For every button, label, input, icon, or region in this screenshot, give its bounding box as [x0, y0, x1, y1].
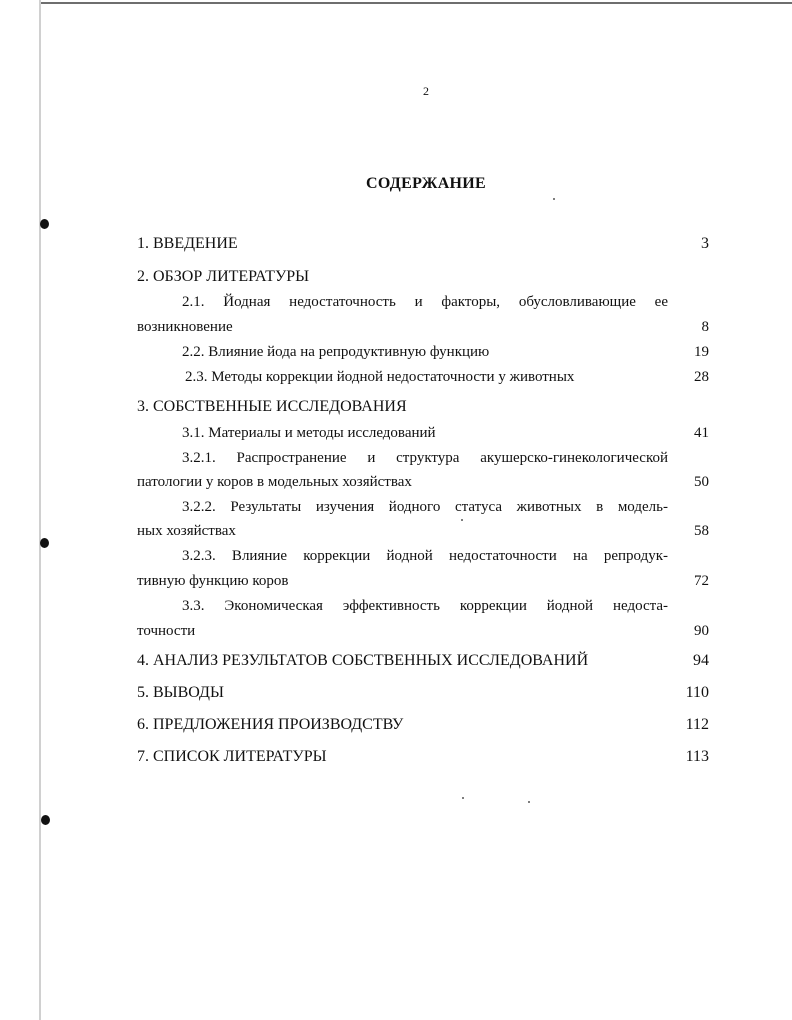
- toc-entry-text: 7. СПИСОК ЛИТЕРАТУРЫ: [137, 748, 327, 765]
- toc-page-number: 112: [685, 716, 709, 733]
- toc-page-number: 113: [685, 748, 709, 765]
- toc-entry-text: 2. ОБЗОР ЛИТЕРАТУРЫ: [137, 268, 310, 285]
- punch-hole-mark: [40, 219, 49, 229]
- toc-page-number: 72: [694, 573, 709, 589]
- page-title: СОДЕРЖАНИЕ: [365, 175, 487, 192]
- toc-entry-text: 5. ВЫВОДЫ: [137, 684, 224, 701]
- toc-page-number: 19: [694, 344, 709, 360]
- toc-page-number: 58: [694, 523, 709, 539]
- toc-entry-text: патологии у коров в модельных хозяйствах: [137, 474, 412, 490]
- toc-entry-text: ных хозяйствах: [137, 523, 236, 539]
- toc-entry-text: тивную функцию коров: [137, 573, 289, 589]
- punch-hole-mark: [41, 815, 50, 825]
- toc-entry-text: 3.1. Материалы и методы исследований: [182, 425, 436, 441]
- scan-speck: [528, 801, 530, 803]
- toc-entry-text: 3.2.1. Распространение и структура акушерско-гинекологической: [182, 450, 668, 466]
- toc-entry-text: 2.2. Влияние йода на репродуктивную функцию: [182, 344, 490, 360]
- scan-left-edge: [39, 0, 41, 1020]
- toc-entry-text: точности: [137, 623, 196, 639]
- toc-page-number: 8: [701, 319, 709, 335]
- toc-page-number: 41: [694, 425, 709, 441]
- toc-page-number: 50: [694, 474, 709, 490]
- toc-entry-text: 3.2.3. Влияние коррекции йодной недостаточности на репродук-: [182, 548, 668, 564]
- toc-page-number: 90: [694, 623, 709, 639]
- toc-entry-text: 2.1. Йодная недостаточность и факторы, обусловливающие ее: [182, 294, 668, 310]
- toc-entry-text: 3.3. Экономическая эффективность коррекции йодной недоста-: [182, 598, 668, 614]
- toc-entry-text: 1. ВВЕДЕНИЕ: [137, 235, 238, 252]
- toc-entry-text: возникновение: [137, 319, 233, 335]
- scan-speck: [553, 198, 555, 200]
- punch-hole-mark: [40, 538, 49, 548]
- page-number: 2: [423, 84, 429, 98]
- toc-entry-text: 2.3. Методы коррекции йодной недостаточности у животных: [185, 369, 575, 385]
- toc-entry-text: 3.2.2. Результаты изучения йодного статуса животных в модель-: [182, 499, 668, 515]
- toc-page-number: 110: [685, 684, 709, 701]
- toc-page-number: 94: [693, 652, 709, 669]
- scan-speck: [461, 519, 463, 521]
- scan-speck: [462, 797, 464, 799]
- toc-entry-text: 4. АНАЛИЗ РЕЗУЛЬТАТОВ СОБСТВЕННЫХ ИССЛЕДОВАНИЙ: [137, 652, 589, 669]
- toc-entry-text: 6. ПРЕДЛОЖЕНИЯ ПРОИЗВОДСТВУ: [137, 716, 404, 733]
- toc-page-number: 28: [694, 369, 709, 385]
- scan-top-edge: [40, 2, 792, 4]
- toc-page-number: 3: [701, 235, 709, 252]
- toc-entry-text: 3. СОБСТВЕННЫЕ ИССЛЕДОВАНИЯ: [137, 398, 407, 415]
